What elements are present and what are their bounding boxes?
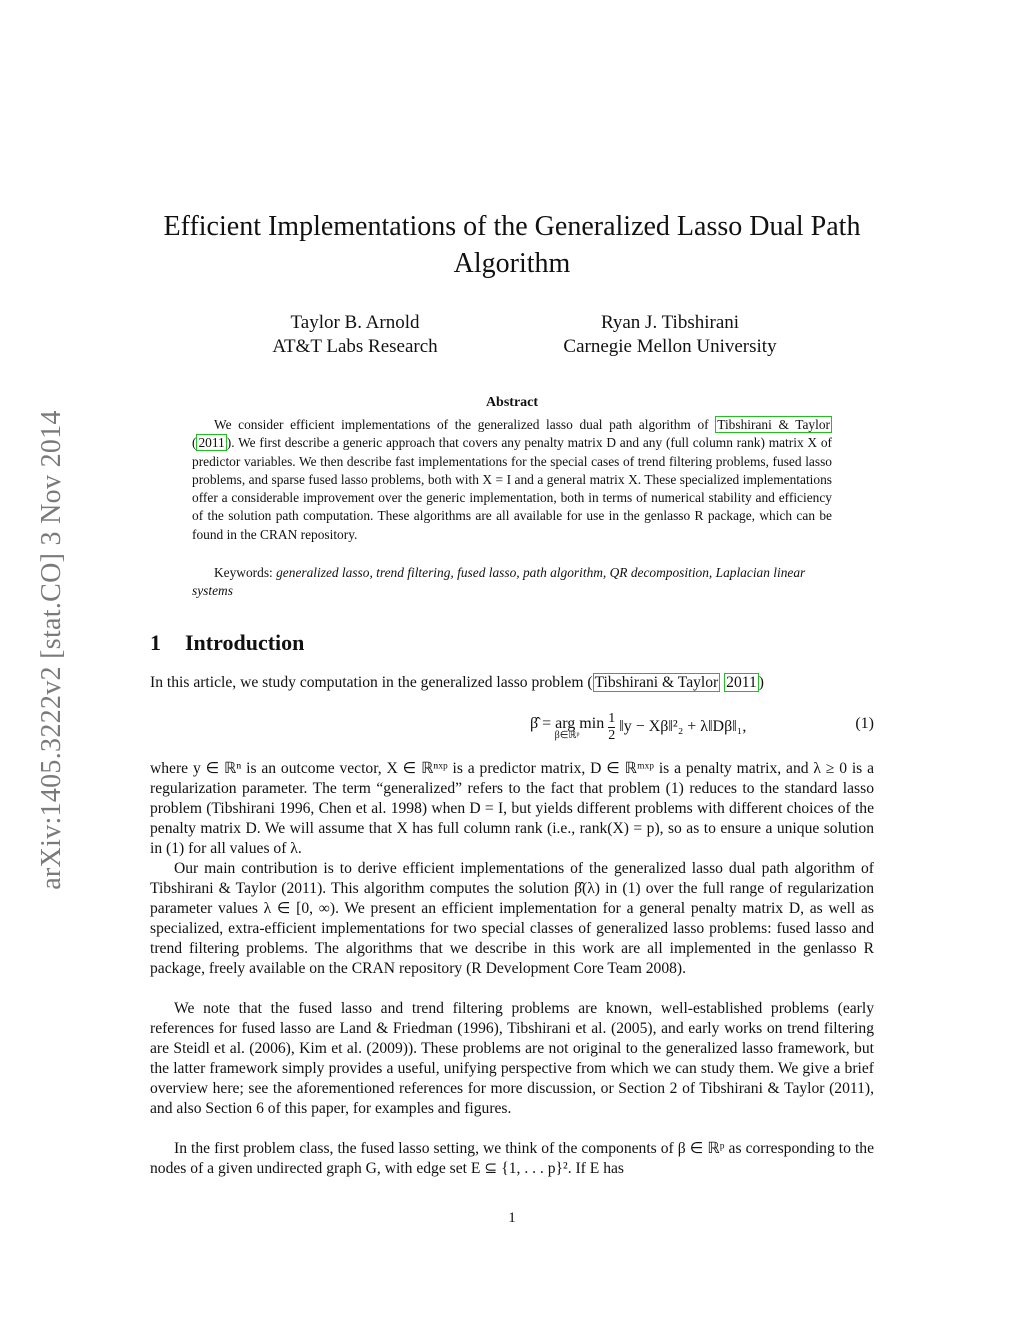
keywords-list: generalized lasso, trend filtering, fused lasso, path algorithm, QR decomposition, Laplacian linear systems <box>192 565 806 599</box>
arxiv-identifier: arXiv:1405.3222v2 [stat.CO] 3 Nov 2014 <box>36 410 67 890</box>
abstract-heading: Abstract <box>485 395 539 410</box>
paragraph-2: Our main contribution is to derive efficient implementations of the generalized lasso dual path algorithm of Tibshirani & Taylor (2011). This algorithm computes the solution β̂(λ) in (1) over the full range of regularization parameter values λ ∈ [0, ∞). We present an efficient implementation for a general penalty matrix D, as well as specialized, extra-efficient implementations for two special classes of generalized lasso problems: fused lasso and trend filtering problems. The algorithms that we describe in this work are all implemented in the genlasso R package, freely available on the CRAN repository (R Development Core Team 2008). <box>150 860 874 977</box>
section-number: 1 <box>150 630 161 655</box>
equation-number: (1) <box>855 715 874 732</box>
author-name: Taylor B. Arnold <box>290 312 420 333</box>
paragraph-4: In the first problem class, the fused lasso setting, we think of the components of β ∈ ℝᵖ as corresponding to the nodes of a given undirected graph G, with edge set E ⊆ {1, . . . p}². If E has <box>150 1140 874 1177</box>
equation-fraction: $\frac{1}{2}$ <box>608 711 616 743</box>
page-number: 1 <box>508 1210 516 1226</box>
citation-link[interactable]: Tibshirani & Taylor <box>594 674 719 691</box>
author-block-2 <box>540 311 800 359</box>
equation-rhs: ‖y − Xβ‖²₂ + λ‖Dβ‖₁, <box>619 718 747 736</box>
author-block-1 <box>230 311 480 359</box>
keywords-label: Keywords: <box>214 565 277 580</box>
citation-year-link[interactable]: 2011 <box>198 435 225 451</box>
section-heading <box>150 630 304 656</box>
abstract-text: We consider efficient implementations of the generalized lasso dual path algorithm of Tibshirani & Taylor ( 2011 ). We first describe a generic approach that covers any penalty matrix D and any (full column rank) matrix X of predictor variables. We then describe fast implementations for the special cases of trend filtering problems, fused lasso problems, and sparse fused lasso problems, both with X = I and a general matrix X. These specialized implementations offer a considerable improvement over the generic implementation, both in terms of numerical stability and efficiency of the solution path computation. These algorithms are all available for use in the genlasso R package, which can be found in the CRAN repository. <box>192 417 832 542</box>
paper-title: Efficient Implementations of the Generalized Lasso Dual Path Algorithm <box>163 211 861 279</box>
equation-1 <box>150 703 874 747</box>
paragraph-1: where y ∈ ℝⁿ is an outcome vector, X ∈ ℝⁿˣᵖ is a predictor matrix, D ∈ ℝᵐˣᵖ is a penalty matrix, and λ ≥ 0 is a regularization parameter. The term “generalized” refers to the fact that problem (1) reduces to the standard lasso problem (Tibshirani 1996, Chen et al. 1998) when D = I, but yields different problems with different choices of the penalty matrix D. We will assume that X has full column rank (i.e., rank(X) = p), so as to ensure a unique solution in (1) for all values of λ. <box>150 760 874 857</box>
intro-line: In this article, we study computation in the generalized lasso problem ( Tibshirani & Taylor 2011 ) <box>150 674 764 691</box>
author-name: Ryan J. Tibshirani <box>600 312 740 333</box>
paragraph-3: We note that the fused lasso and trend filtering problems are known, well-established problems (early references for fused lasso are Land & Friedman (1996), Tibshirani et al. (2005), and early works on trend filtering are Steidl et al. (2006), Kim et al. (2009)). These problems are not original to the generalized lasso framework, but the latter framework simply provides a useful, unifying perspective from which we can study them. We give a brief overview here; see the aforementioned references for more discussion, or Section 2 of Tibshirani & Taylor (2011), and also Section 6 of this paper, for examples and figures. <box>150 1000 874 1117</box>
author-affiliation: Carnegie Mellon University <box>563 336 777 357</box>
citation-link[interactable]: Tibshirani & Taylor <box>717 417 830 432</box>
equation-subscript: β∈ℝᵖ <box>554 729 580 741</box>
abstract-keywords <box>192 564 832 601</box>
section-title: Introduction <box>185 630 305 655</box>
author-affiliation: AT&T Labs Research <box>272 336 438 357</box>
equation-argmin: β̂ = arg min β∈ℝᵖ <box>530 714 605 741</box>
citation-year-link[interactable]: 2011 <box>726 674 757 691</box>
